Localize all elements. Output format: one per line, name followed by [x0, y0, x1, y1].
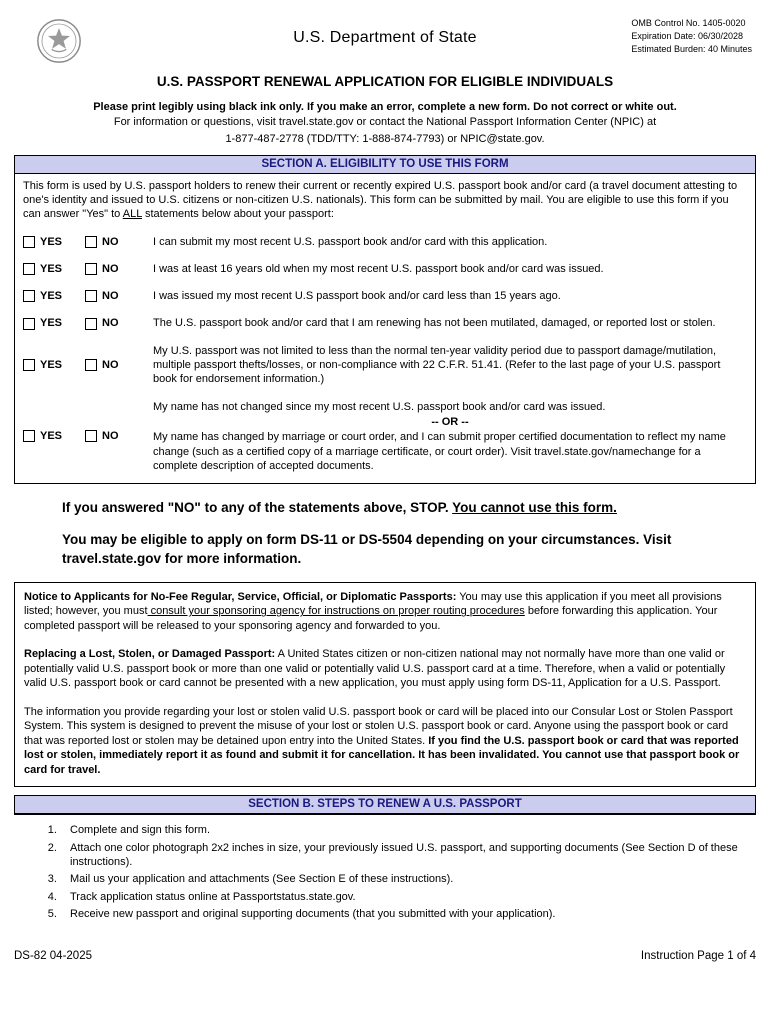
stop-text: If you answered "NO" to any of the statements above, STOP. — [62, 500, 453, 516]
omb-expiration-date: Expiration Date: 06/30/2028 — [631, 31, 743, 42]
yes-checkbox-5[interactable] — [23, 358, 85, 372]
stop-notice-line-1 — [62, 499, 738, 517]
statement-text-2: I was at least 16 years old when my most recent U.S. passport book and/or card was issued. — [153, 262, 604, 275]
intro-text-1: This form is used by U.S. passport holders to renew their current or recently expired U.S. passport book and/or card (a travel document attesting to one's identity and issued to U.S. citizens or non-citizen U.S. nationals). This form can be submitted by mail. You are eligible to use this form if you can answer "Yes" to — [23, 179, 738, 221]
statement-6-or: -- OR -- — [431, 415, 469, 428]
section-a-header: SECTION A. ELIGIBILITY TO USE THIS FORM — [15, 156, 755, 174]
stop-notice-line-2: You may be eligible to apply on form DS-11 or DS-5504 depending on your circumstances. Visit travel.state.gov for more information. — [62, 532, 672, 566]
print-instruction: Please print legibly using black ink only. If you make an error, complete a new form. Do not correct or white out. — [93, 101, 677, 113]
lost-stolen-text: The information you provide regarding your lost or stolen valid U.S. passport book or card will be placed into our Consular Lost or Stolen Passport System. This system is designed to prevent the misuse of your lost or stolen U.S. passport book or card. Anyone using the passport book or card that was reported lost or stolen may be detained upon entry into the United States. — [24, 705, 733, 747]
no-checkbox-6[interactable] — [85, 429, 147, 443]
checkbox-icon[interactable] — [23, 430, 35, 442]
no-label: NO — [102, 317, 119, 330]
stop-notice — [62, 499, 738, 568]
omb-estimated-burden: Estimated Burden: 40 Minutes — [631, 44, 752, 55]
intro-text-underlined: ALL — [122, 208, 142, 221]
replacing-passport-text: A United States citizen or non-citizen national may not normally have more than one valid or potentially valid U.S. passport book or more than one valid or potentially valid U.S. passport card at a time. Therefore, when a valid or potentially valid U.S. passport book or card cannot be presented with a new application, you must apply using form DS-11, Application for a U.S. Passport. — [24, 648, 726, 690]
page-number: Instruction Page 1 of 4 — [640, 950, 756, 962]
no-label: NO — [102, 359, 119, 372]
no-checkbox-4[interactable] — [85, 316, 147, 330]
no-fee-notice-text-1: You may use this application if you meet all provisions listed; however, you must — [24, 590, 722, 618]
checkbox-icon[interactable] — [85, 290, 97, 302]
no-label: NO — [102, 262, 119, 275]
step-4: 4. Track application status online at Passportstatus.state.gov. — [60, 890, 756, 904]
no-checkbox-5[interactable] — [85, 358, 147, 372]
no-checkbox-2[interactable] — [85, 262, 147, 276]
checkbox-icon[interactable] — [23, 290, 35, 302]
section-b — [14, 795, 756, 815]
yes-checkbox-1[interactable] — [23, 235, 85, 249]
statement-text-1: I can submit my most recent U.S. passport book and/or card with this application. — [153, 235, 548, 248]
omb-control-number: OMB Control No. 1405-0020 — [631, 18, 746, 28]
agency-title: U.S. Department of State — [293, 29, 477, 46]
section-a — [14, 155, 756, 484]
intro-text-2: statements below about your passport: — [141, 208, 334, 221]
section-b-header: SECTION B. STEPS TO RENEW A U.S. PASSPORT — [15, 796, 755, 814]
notice-box — [14, 582, 756, 788]
yes-checkbox-2[interactable] — [23, 262, 85, 276]
eligibility-row-3 — [23, 289, 747, 303]
eligibility-row-5 — [23, 344, 747, 387]
section-a-body — [15, 174, 755, 483]
form-number: DS-82 04-2025 — [14, 950, 92, 962]
statement-text-3: I was issued my most recent U.S passport book and/or card less than 15 years ago. — [153, 290, 561, 303]
checkbox-icon[interactable] — [23, 236, 35, 248]
eligibility-row-1 — [23, 235, 747, 249]
yes-checkbox-4[interactable] — [23, 316, 85, 330]
checkbox-icon[interactable] — [23, 359, 35, 371]
stop-text-underlined: You cannot use this form. — [452, 500, 617, 516]
yes-label: YES — [40, 359, 63, 372]
yes-checkbox-6[interactable] — [23, 429, 85, 443]
no-checkbox-3[interactable] — [85, 289, 147, 303]
no-label: NO — [102, 430, 119, 443]
form-title: U.S. PASSPORT RENEWAL APPLICATION FOR ELIGIBLE INDIVIDUALS — [156, 74, 614, 89]
replacing-passport-heading: Replacing a Lost, Stolen, or Damaged Passport: — [24, 648, 276, 661]
info-line-2: 1-877-487-2778 (TDD/TTY: 1-888-874-7793) or NPIC@state.gov. — [225, 132, 545, 145]
checkbox-icon[interactable] — [85, 263, 97, 275]
step-3: 3. Mail us your application and attachments (See Section E of these instructions). — [60, 872, 756, 886]
statement-6-line-2: My name has changed by marriage or court order, and I can submit proper certified documentation to reflect my name change (such as a certified copy of a marriage certificate, or court order). Visit travel.state.gov/namechange for a complete description of accepted documents. — [153, 431, 726, 472]
eligibility-row-4 — [23, 316, 747, 330]
great-seal-icon — [36, 18, 82, 64]
step-1: 1. Complete and sign this form. — [60, 823, 756, 837]
no-checkbox-1[interactable] — [85, 235, 147, 249]
yes-label: YES — [40, 290, 63, 303]
page-header — [14, 16, 756, 70]
statement-text-4: The U.S. passport book and/or card that I am renewing has not been mutilated, damaged, or reported lost or stolen. — [153, 317, 716, 330]
eligibility-row-2 — [23, 262, 747, 276]
checkbox-icon[interactable] — [85, 430, 97, 442]
yes-label: YES — [40, 235, 63, 248]
yes-label: YES — [40, 430, 63, 443]
step-5: 5. Receive new passport and original supporting documents (that you submitted with your application). — [60, 907, 756, 921]
checkbox-icon[interactable] — [85, 318, 97, 330]
renewal-steps-list — [60, 823, 756, 921]
checkbox-icon[interactable] — [23, 263, 35, 275]
step-2: 2. Attach one color photograph 2x2 inches in size, your previously issued U.S. passport, and supporting documents (See Section D of these instructions). — [60, 841, 756, 870]
yes-label: YES — [40, 262, 63, 275]
eligibility-row-6 — [23, 400, 747, 473]
section-a-intro — [23, 179, 747, 222]
yes-label: YES — [40, 317, 63, 330]
page-footer — [14, 950, 756, 962]
checkbox-icon[interactable] — [85, 236, 97, 248]
lost-stolen-bold-text: If you find the U.S. passport book or card that was reported lost or stolen, immediately report it as found and submit it for cancellation. It has been invalidated. You cannot use that passport book or card for travel. — [24, 734, 740, 776]
no-label: NO — [102, 235, 119, 248]
notice-paragraph-1 — [24, 590, 746, 634]
no-fee-notice-heading: Notice to Applicants for No-Fee Regular, Service, Official, or Diplomatic Passports: — [24, 590, 457, 603]
checkbox-icon[interactable] — [85, 359, 97, 371]
omb-block — [631, 17, 752, 56]
no-fee-notice-text-2: before forwarding this application. Your completed passport will be released to your sponsoring agency and forwarded to you. — [24, 605, 718, 632]
yes-checkbox-3[interactable] — [23, 289, 85, 303]
info-line-1: For information or questions, visit travel.state.gov or contact the National Passport Information Center (NPIC) at — [113, 116, 657, 128]
checkbox-icon[interactable] — [23, 318, 35, 330]
no-label: NO — [102, 290, 119, 303]
no-fee-notice-underlined: consult your sponsoring agency for instructions on proper routing procedures — [147, 605, 525, 618]
notice-paragraph-3 — [24, 705, 746, 778]
statement-text-5: My U.S. passport was not limited to less than the normal ten-year validity period due to passport damage/mutilation, multiple passport thefts/losses, or non-compliance with 22 C.F.R. 51.41. (Refer to the last page of your U.S. passport book for endorsement information.) — [153, 344, 721, 386]
notice-paragraph-2 — [24, 647, 746, 691]
statement-6-line-1: My name has not changed since my most recent U.S. passport book and/or card was issued. — [153, 400, 606, 413]
statement-text-6 — [147, 400, 747, 473]
